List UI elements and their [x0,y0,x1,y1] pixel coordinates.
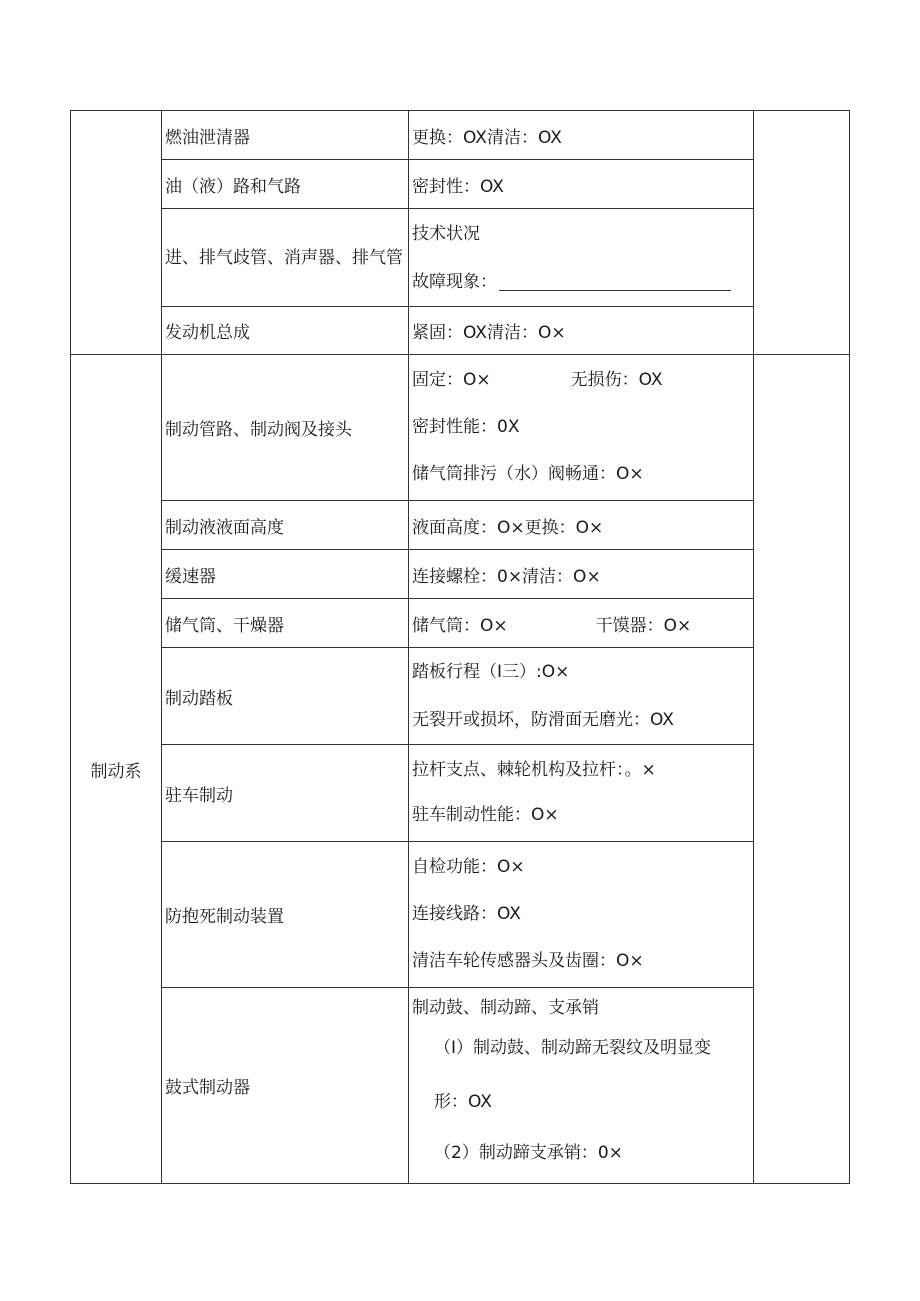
detail-cell: 自检功能：O× 连接线路：OX 清洁车轮传感器头及齿圈：O× [409,842,754,988]
table-row [71,160,850,209]
detail-cell: 密封性：OX [409,160,754,209]
remark-cell-engine [754,111,850,355]
detail-cell: 拉杆支点、棘轮机构及拉杆：。× 驻车制动性能：O× [409,745,754,842]
item-cell: 防抱死制动装置 [162,842,409,988]
table-row [71,988,850,1184]
fault-label: 故障现象： [412,271,497,292]
detail-cell: 制动鼓、制动蹄、支承销 （I）制动鼓、制动蹄无裂纹及明显变形：OX （2）制动蹄支承销：0× [409,988,754,1184]
detail-cell: 更换：OX清洁：OX [409,111,754,160]
item-cell: 缓速器 [162,550,409,599]
item-cell: 鼓式制动器 [162,988,409,1184]
detail-cell: 紧固：OX清洁：O× [409,307,754,355]
table-row [71,842,850,988]
item-cell: 储气筒、干燥器 [162,599,409,648]
item-cell: 制动管路、制动阀及接头 [162,355,409,501]
detail-cell: 固定：O× 无损伤：OX 密封性能：0X 储气筒排污（水）阀畅通：O× [409,355,754,501]
item-cell: 制动液液面高度 [162,501,409,550]
table-row [71,501,850,550]
item-cell: 油（液）路和气路 [162,160,409,209]
table-row [71,648,850,745]
detail-cell: 储气筒：O× 干馍器：O× [409,599,754,648]
item-cell: 燃油泄清器 [162,111,409,160]
detail-cell: 踏板行程（I三）:O× 无裂开或损坏，防滑面无磨光：OX [409,648,754,745]
inspection-table [70,110,850,1184]
detail-cell: 技术状况 故障现象： [409,209,754,307]
table-row [71,599,850,648]
fault-blank [499,272,731,291]
table-row [71,745,850,842]
detail-cell: 连接螺栓：0×清洁：O× [409,550,754,599]
item-cell: 进、排气歧管、消声器、排气管 [162,209,409,307]
table-row [71,550,850,599]
item-cell: 发动机总成 [162,307,409,355]
table-row [71,307,850,355]
item-cell: 制动踏板 [162,648,409,745]
table-row [71,355,850,501]
item-cell: 驻车制动 [162,745,409,842]
detail-cell: 液面高度：O×更换：O× [409,501,754,550]
table-row [71,209,850,307]
system-cell-engine [71,111,162,355]
remark-cell-brake [754,355,850,1184]
system-cell-brake: 制动系 [71,355,162,1184]
table-row [71,111,850,160]
